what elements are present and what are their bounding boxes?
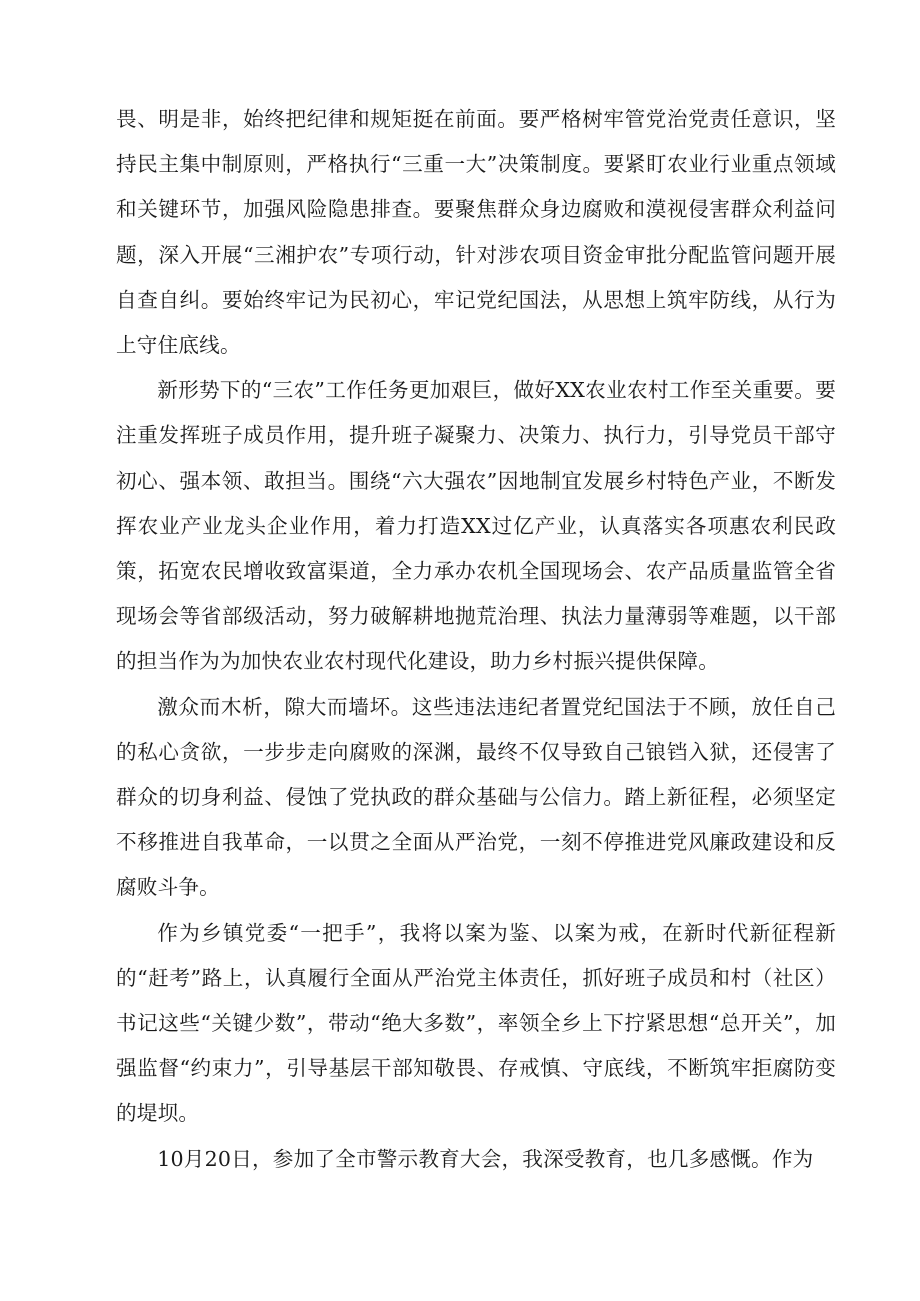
paragraph-2: 新形势下的“三农”工作任务更加艰巨，做好XX农业农村工作至关重要。要注重发挥班子成员作用，提升班子凝聚力、决策力、执行力，引导党员干部守初心、强本领、敢担当。围绕“六大强农”因地制宜发展乡村特色产业，不断发挥农业产业龙头企业作用，着力打造XX过亿产业，认真落实各项惠农利民政策，拓宽农民增收致富渠道，全力承办农机全国现场会、农产品质量监管全省现场会等省部级活动，努力破解耕地抛荒治理、执法力量薄弱等难题，以干部的担当作为为加快农业农村现代化建设，助力乡村振兴提供保障。	[116, 378, 836, 674]
paragraph-5: 10月20日，参加了全市警示教育大会，我深受教育，也几多感慨。作为	[157, 1146, 814, 1171]
paragraph-4: 作为乡镇党委“一把手”，我将以案为鉴、以案为戒，在新时代新征程新的“赶考”路上，认真履行全面从严治党主体责任，抓好班子成员和村（社区）书记这些“关键少数”，带动“绝大多数”，率领全乡上下拧紧思想“总开关”，加强监督“约束力”，引导基层干部知敬畏、存戒慎、守底线，不断筑牢拒腐防变的堤坝。	[116, 920, 836, 1126]
document-page	[116, 97, 836, 1182]
paragraph-3: 激众而木析，隙大而墙坏。这些违法违纪者置党纪国法于不顾，放任自己的私心贪欲，一步步走向腐败的深渊，最终不仅导致自己锒铛入狱，还侵害了群众的切身利益、侵蚀了党执政的群众基础与公信力。踏上新征程，必须坚定不移推进自我革命，一以贯之全面从严治党，一刻不停推进党风廉政建设和反腐败斗争。	[116, 694, 836, 900]
paragraph-1: 畏、明是非，始终把纪律和规矩挺在前面。要严格树牢管党治党责任意识，坚持民主集中制原则，严格执行“三重一大”决策制度。要紧盯农业行业重点领域和关键环节，加强风险隐患排查。要聚焦群众身边腐败和漠视侵害群众利益问题，深入开展“三湘护农”专项行动，针对涉农项目资金审批分配监管问题开展自查自纠。要始终牢记为民初心，牢记党纪国法，从思想上筑牢防线，从行为上守住底线。	[116, 107, 836, 358]
